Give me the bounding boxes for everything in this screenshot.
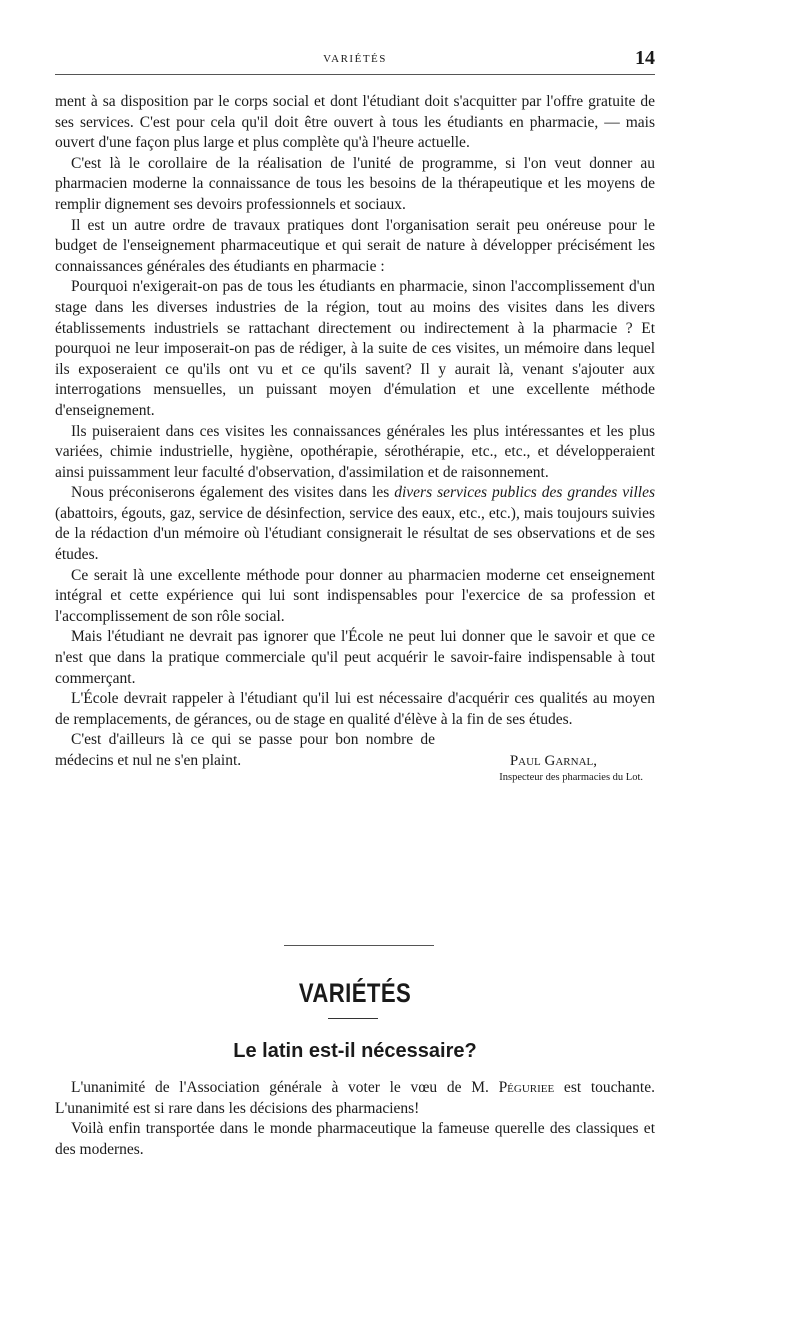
paragraph: Ce serait là une excellente méthode pour donner au pharmacien moderne cet enseignement intégral et cette expérience qui lui sont indispensables pour l'exercice de sa profession et l'accomplissement de son rôle social. (55, 566, 655, 625)
paragraph: Pourquoi n'exigerait-on pas de tous les étudiants en pharmacie, sinon l'accomplissement d'un stage dans les diverses industries de la région, tout au moins des visites dans les divers établissements industriels se rattachant directement ou indirectement à la pharmacie ? Et pourquoi ne leur imposerait-on pas de rédiger, à la suite de ces visites, un mémoire dans lequel ils exposeraient ce qu'ils ont vu et ce qu'ils savent? Il y aurait là, venant s'ajouter aux interrogations mensuelles, un puissant moyen d'émulation et une excellente méthode d'enseignement. (55, 278, 655, 419)
paragraph: Voilà enfin transportée dans le monde pharmaceutique la fameuse querelle des classiques et des modernes. (55, 1120, 655, 1158)
paragraph: ment à sa disposition par le corps social et dont l'étudiant doit s'acquitter par l'offre gratuite de ses services. C'est pour cela qu'il doit être ouvert à tous les étudiants en pharmacie, — mais ouvert d'une façon plus large et plus complète qu'à l'heure actuelle. (55, 93, 655, 152)
paragraph: L'École devrait rappeler à l'étudiant qu'il lui est nécessaire d'acquérir ces qualités au moyen de remplacements, de gérances, ou de stage en qualité d'élève à la fin de ses études. (55, 690, 655, 728)
paragraph-text: L'unanimité de l'Association générale à voter le vœu de M. (71, 1079, 499, 1096)
section-divider (284, 945, 434, 946)
running-title: VARIÉTÉS (323, 53, 387, 65)
section-title: VARIÉTÉS (298, 978, 412, 1008)
paragraph: C'est là le corollaire de la réalisation de l'unité de programme, si l'on veut donner au pharmacien moderne la connaissance de tous les besoins de la thérapeutique et les moyens de remplir dignement ses devoirs professionnels et sociaux. (55, 154, 655, 213)
paragraph: Mais l'étudiant ne devrait pas ignorer que l'École ne peut lui donner que le savoir et que ce n'est que dans la pratique commerciale qu'il peut acquérir le savoir-faire indispensable à tout commerçant. (55, 628, 655, 687)
paragraph (55, 483, 655, 565)
article-body (55, 92, 655, 785)
section-title-rule (328, 1018, 378, 1019)
page-number: 14 (635, 47, 655, 69)
paragraph: Il est un autre ordre de travaux pratiques dont l'organisation serait peu onéreuse pour le budget de l'enseignement pharmaceutique et qui serait de nature à développer précisément les connaissances générales des étudiants en pharmacie : (55, 216, 655, 275)
person-name: Péguriee (498, 1079, 555, 1096)
section-body (55, 1078, 655, 1160)
paragraph-text: (abattoirs, égouts, gaz, service de désinfection, service des eaux, etc., etc.), mais toujours suivies de la rédaction d'un mémoire où l'étudiant consignerait le résultat de ses observations et de ses études. (55, 504, 655, 564)
signature-name: Paul Garnal, (509, 752, 597, 769)
paragraph: Ils puiseraient dans ces visites les connaissances générales les plus intéressantes et les plus variées, chimie industrielle, hygiène, opothérapie, sérothérapie, etc., etc., et développeraient ainsi puissamment leur faculté d'observation, d'assimilation et de raisonnement. (55, 422, 655, 481)
italic-phrase: divers services publics des grandes villes (394, 484, 656, 502)
paragraph (55, 1078, 655, 1119)
paragraph-last: C'est d'ailleurs là ce qui se passe pour bon nombre de médecins et nul ne s'en plaint. (55, 731, 435, 769)
signature-block (55, 751, 655, 785)
paragraph-text: est touchante. L'unanimité est si rare dans les décisions des pharmaciens! (55, 1079, 655, 1117)
signature-title: Inspecteur des pharmacies du Lot. (499, 771, 643, 783)
page-header (55, 47, 655, 75)
article-subtitle: Le latin est-il nécessaire? (233, 1040, 477, 1062)
paragraph-text: Nous préconiserons également des visites dans les (71, 484, 395, 502)
